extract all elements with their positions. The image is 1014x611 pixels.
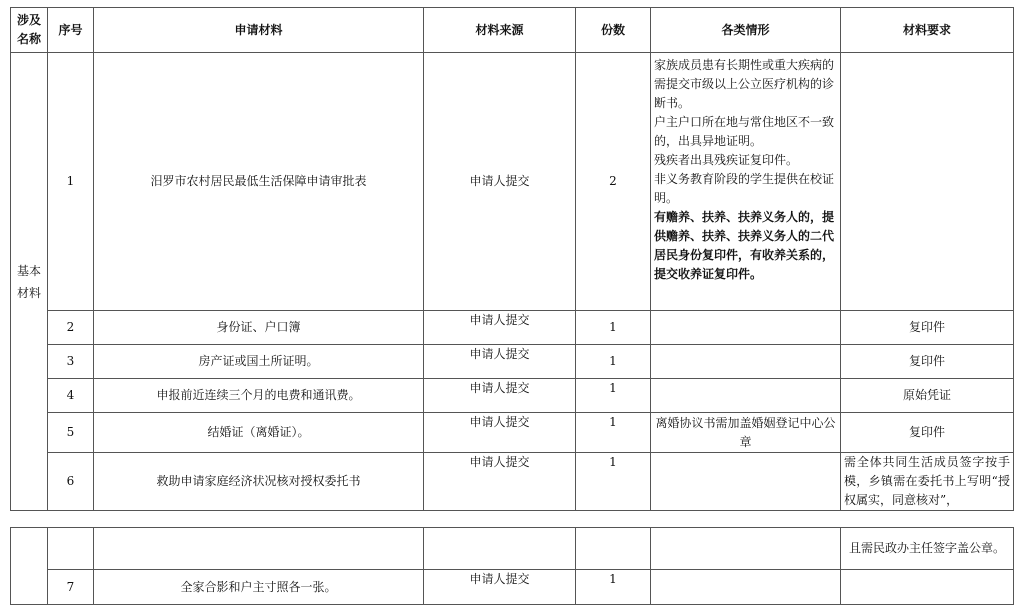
row-requirements-continued: 且需民政办主任签字盖公章。 — [841, 528, 1014, 570]
table-row — [11, 379, 1014, 413]
header-category: 涉及 名称 — [11, 8, 48, 53]
row-source: 申请人提交 — [424, 453, 576, 511]
header-requirements: 材料要求 — [841, 8, 1014, 53]
row-num: 1 — [48, 53, 94, 311]
row-situations — [651, 345, 841, 379]
row-requirements: 需全体共同生活成员签字按手模，乡镇需在委托书上写明“授权属实，同意核对”， — [841, 453, 1014, 511]
row-source: 申请人提交 — [424, 311, 576, 345]
row-situations: 离婚协议书需加盖婚姻登记中心公章 — [651, 413, 841, 453]
header-copies: 份数 — [576, 8, 651, 53]
situation-item: 残疾者出具残疾证复印件。 — [654, 153, 799, 167]
row-copies: 1 — [576, 345, 651, 379]
row-situations — [651, 379, 841, 413]
row-copies: 1 — [576, 379, 651, 413]
row-requirements: 复印件 — [841, 345, 1014, 379]
row-source: 申请人提交 — [424, 379, 576, 413]
row-source: 申请人提交 — [424, 570, 576, 605]
row-material: 房产证或国土所证明。 — [94, 345, 424, 379]
row-copies: 1 — [576, 570, 651, 605]
row-requirements — [841, 570, 1014, 605]
row-requirements: 复印件 — [841, 413, 1014, 453]
table-row — [11, 311, 1014, 345]
situation-item: 家族成员患有长期性或重大疾病的需提交市级以上公立医疗机构的诊断书。 — [654, 58, 835, 110]
header-num: 序号 — [48, 8, 94, 53]
row-material: 全家合影和户主寸照各一张。 — [94, 570, 424, 605]
row-situations — [651, 311, 841, 345]
row-source: 申请人提交 — [424, 53, 576, 311]
row-num: 5 — [48, 413, 94, 453]
row-copies: 2 — [576, 53, 651, 311]
table-row — [11, 345, 1014, 379]
row-requirements: 复印件 — [841, 311, 1014, 345]
row-material: 申报前近连续三个月的电费和通讯费。 — [94, 379, 424, 413]
header-material: 申请材料 — [94, 8, 424, 53]
materials-table-continued — [10, 527, 1014, 605]
materials-table — [10, 7, 1014, 511]
row-copies: 1 — [576, 413, 651, 453]
row-material: 救助申请家庭经济状况核对授权委托书 — [94, 453, 424, 511]
table-row — [11, 413, 1014, 453]
row-requirements — [841, 53, 1014, 311]
row-num: 6 — [48, 453, 94, 511]
row-source: 申请人提交 — [424, 345, 576, 379]
category-cell: 基本 材料 — [11, 53, 48, 511]
table-row — [11, 53, 1014, 311]
row-copies: 1 — [576, 453, 651, 511]
table-header-row — [11, 8, 1014, 53]
row-situations — [651, 570, 841, 605]
row-num: 3 — [48, 345, 94, 379]
row-material: 汨罗市农村居民最低生活保障申请审批表 — [94, 53, 424, 311]
row-requirements: 原始凭证 — [841, 379, 1014, 413]
row-material: 身份证、户口簿 — [94, 311, 424, 345]
situation-item: 户主户口所在地与常住地区不一致的，出具异地证明。 — [654, 115, 835, 148]
situation-item: 有赡养、扶养、扶养义务人的，提供赡养、扶养、扶养义务人的二代居民身份复印件，有收养关系的，提交收养证复印件。 — [654, 210, 835, 281]
situation-item: 非义务教育阶段的学生提供在校证明。 — [654, 172, 835, 205]
row-copies: 1 — [576, 311, 651, 345]
table-row — [11, 528, 1014, 570]
table-row — [11, 453, 1014, 511]
header-situations: 各类情形 — [651, 8, 841, 53]
row-material: 结婚证（离婚证）。 — [94, 413, 424, 453]
row-situations — [651, 453, 841, 511]
header-source: 材料来源 — [424, 8, 576, 53]
row-situations — [651, 53, 841, 311]
row-num: 7 — [48, 570, 94, 605]
row-num: 2 — [48, 311, 94, 345]
table-row — [11, 570, 1014, 605]
row-num: 4 — [48, 379, 94, 413]
row-source: 申请人提交 — [424, 413, 576, 453]
category-cell-continued — [11, 528, 48, 605]
